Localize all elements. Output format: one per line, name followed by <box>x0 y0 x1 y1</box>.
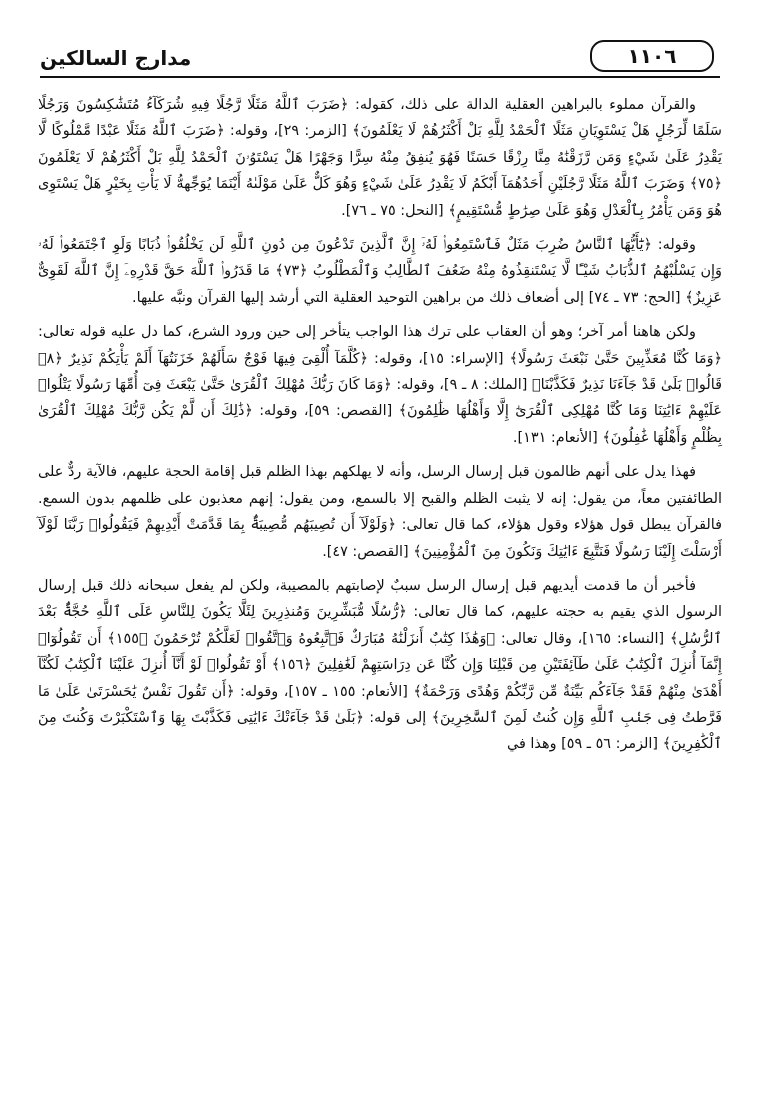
paragraph-1: والقرآن مملوء بالبراهين العقلية الدالة على ذلك، كقوله: ﴿ضَرَبَ ٱللَّهُ مَثَلًا رَّجُلًا فِيهِ شُرَكَآءُ مُتَشَٰكِسُونَ وَرَجُلًا سَلَمًا لِّرَجُلٍ هَلْ يَسْتَوِيَانِ مَثَلًا ٱلْحَمْدُ لِلَّهِ بَلْ أَكْثَرُهُمْ لَا يَعْلَمُونَ﴾ [الزمر: ٢٩]، وقوله: ﴿ضَرَبَ ٱللَّهُ مَثَلًا عَبْدًا مَّمْلُوكًا لَّا يَقْدِرُ عَلَىٰ شَيْءٍ وَمَن رَّزَقْنَٰهُ مِنَّا رِزْقًا حَسَنًا فَهُوَ يُنفِقُ مِنْهُ سِرًّا وَجَهْرًا هَلْ يَسْتَوُۥنَ ٱلْحَمْدُ لِلَّهِ بَلْ أَكْثَرُهُمْ لَا يَعْلَمُونَ ﴿٧٥﴾ وَضَرَبَ ٱللَّهُ مَثَلًا رَّجُلَيْنِ أَحَدُهُمَآ أَبْكَمُ لَا يَقْدِرُ عَلَىٰ شَيْءٍ وَهُوَ كَلٌّ عَلَىٰ مَوْلَىٰهُ أَيْنَمَا يُوَجِّههُّ لَا يَأْتِ بِخَيْرٍ هَلْ يَسْتَوِى هُوَ وَمَن يَأْمُرُ بِٱلْعَدْلِ وَهُوَ عَلَىٰ صِرَٰطٍ مُّسْتَقِيمٍ﴾ [النحل: ٧٥ ـ ٧٦]. <box>38 97 722 219</box>
page-header <box>40 36 720 78</box>
paragraph-5: فأخبر أن ما قدمت أيديهم قبل إرسال الرسل سببٌ لإصابتهم بالمصيبة، ولكن لم يفعل سبحانه ذلك قبل إرسال الرسول الذي يقيم به حجته عليهم، كما قال تعالى: ﴿رُّسُلًا مُّبَشِّرِينَ وَمُنذِرِينَ لِئَلَّا يَكُونَ لِلنَّاسِ عَلَى ٱللَّهِ حُجَّةٌۢ بَعْدَ ٱلرُّسُلِ﴾ [النساء: ١٦٥]، وقال تعالى: ﴿وَهَٰذَا كِتَٰبٌ أَنزَلْنَٰهُ مُبَارَكٌ فَٱتَّبِعُوهُ وَٱتَّقُوا۟ لَعَلَّكُمْ تُرْحَمُونَ ﴿١٥٥﴾ أَن تَقُولُوٓا۟ إِنَّمَآ أُنزِلَ ٱلْكِتَٰبُ عَلَىٰ طَآئِفَتَيْنِ مِن قَبْلِنَا وَإِن كُنَّا عَن دِرَاسَتِهِمْ لَغَٰفِلِينَ ﴿١٥٦﴾ أَوْ تَقُولُوا۟ لَوْ أَنَّآ أُنزِلَ عَلَيْنَا ٱلْكِتَٰبُ لَكُنَّآ أَهْدَىٰ مِنْهُمْ فَقَدْ جَآءَكُم بَيِّنَةٌ مِّن رَّبِّكُمْ وَهُدًى وَرَحْمَةٌ﴾ [الأنعام: ١٥٥ ـ ١٥٧]، وقوله: ﴿أَن تَقُولَ نَفْسٌ يَٰحَسْرَتَىٰ عَلَىٰ مَا فَرَّطتُ فِى جَنۢبِ ٱللَّهِ وَإِن كُنتُ لَمِنَ ٱلسَّٰخِرِينَ﴾ إلى قوله: ﴿بَلَىٰ قَدْ جَآءَتْكَ ءَايَٰتِى فَكَذَّبْتَ بِهَا وَٱسْتَكْبَرْتَ وَكُنتَ مِنَ ٱلْكَٰفِرِينَ﴾ [الزمر: ٥٦ ـ ٥٩] وهذا في <box>38 577 722 753</box>
body-text <box>38 92 722 766</box>
running-title: مدارج السالكين <box>40 46 192 70</box>
page-number: ١١٠٦ <box>590 40 714 72</box>
paragraph-3: ولكن هاهنا أمر آخر؛ وهو أن العقاب على ترك هذا الواجب يتأخر إلى حين ورود الشرع، كما دل عليه قوله تعالى: ﴿وَمَا كُنَّا مُعَذِّبِينَ حَتَّىٰ نَبْعَثَ رَسُولًا﴾ [الإسراء: ١٥]، وقوله: ﴿كُلَّمَآ أُلْقِىَ فِيهَا فَوْجٌ سَأَلَهُمْ خَزَنَتُهَآ أَلَمْ يَأْتِكُمْ نَذِيرٌ ﴿٨﴾ قَالُوا۟ بَلَىٰ قَدْ جَآءَنَا نَذِيرٌ فَكَذَّبْنَا﴾ [الملك: ٨ ـ ٩]، وقوله: ﴿وَمَا كَانَ رَبُّكَ مُهْلِكَ ٱلْقُرَىٰ حَتَّىٰ يَبْعَثَ فِىٓ أُمِّهَا رَسُولًا يَتْلُوا۟ عَلَيْهِمْ ءَايَٰتِنَا وَمَا كُنَّا مُهْلِكِى ٱلْقُرَىٰٓ إِلَّا وَأَهْلُهَا ظَٰلِمُونَ﴾ [القصص: ٥٩]، وقوله: ﴿ذَٰلِكَ أَن لَّمْ يَكُن رَّبُّكَ مُهْلِكَ ٱلْقُرَىٰ بِظُلْمٍ وَأَهْلُهَا غَٰفِلُونَ﴾ [الأنعام: ١٣١]. <box>38 324 723 446</box>
paragraph-4: فهذا يدل على أنهم ظالمون قبل إرسال الرسل، وأنه لا يهلكهم بهذا الظلم قبل إقامة الحجة عليهم، فالآية ردٌّ على الطائفتين معاً، من يقول: إنه لا يثبت الظلم والقبح إلا بالسمع، ومن يقول: إنهم معذبون على ظلمهم بدون السمع. فالقرآن يبطل قول هؤلاء وقول هؤلاء، كما قال تعالى: ﴿وَلَوْلَآ أَن تُصِيبَهُم مُّصِيبَةٌۢ بِمَا قَدَّمَتْ أَيْدِيهِمْ فَيَقُولُوا۟ رَبَّنَا لَوْلَآ أَرْسَلْتَ إِلَيْنَا رَسُولًا فَنَتَّبِعَ ءَايَٰتِكَ وَنَكُونَ مِنَ ٱلْمُؤْمِنِينَ﴾ [القصص: ٤٧]. <box>38 464 722 560</box>
paragraph-2: وقوله: ﴿يَٰٓأَيُّهَا ٱلنَّاسُ ضُرِبَ مَثَلٌ فَٱسْتَمِعُوا۟ لَهُۥٓ إِنَّ ٱلَّذِينَ تَدْعُونَ مِن دُونِ ٱللَّهِ لَن يَخْلُقُوا۟ ذُبَابًا وَلَوِ ٱجْتَمَعُوا۟ لَهُۥ وَإِن يَسْلُبْهُمُ ٱلذُّبَابُ شَيْـًٔا لَّا يَسْتَنقِذُوهُ مِنْهُ ضَعُفَ ٱلطَّالِبُ وَٱلْمَطْلُوبُ ﴿٧٣﴾ مَا قَدَرُوا۟ ٱللَّهَ حَقَّ قَدْرِهِۦٓ إِنَّ ٱللَّهَ لَقَوِىٌّ عَزِيزٌ﴾ [الحج: ٧٣ ـ ٧٤] إلى أضعاف ذلك من براهين التوحيد العقلية التي أرشد إليها القرآن ونبَّه عليها. <box>38 237 723 306</box>
